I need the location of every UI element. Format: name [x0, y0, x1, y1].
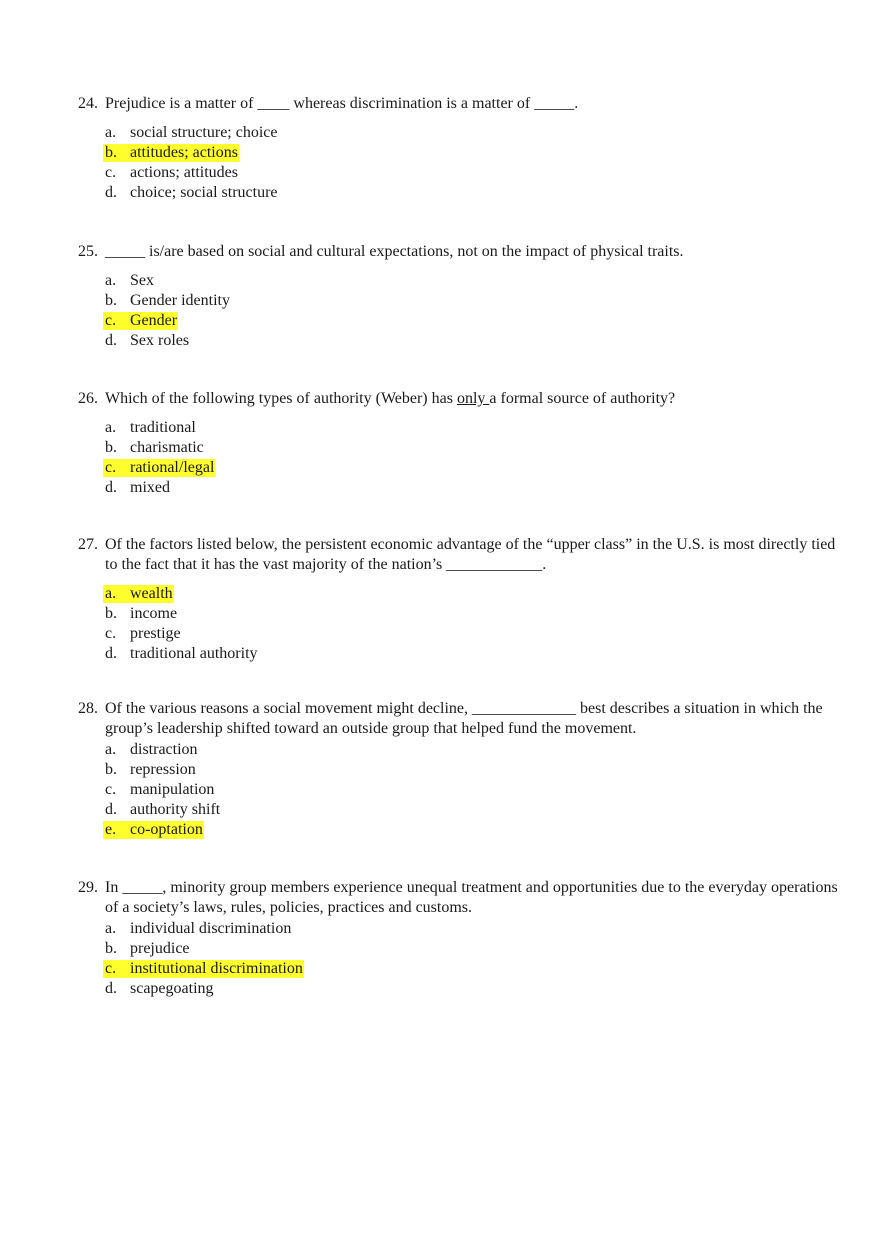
- option-letter: c.: [105, 312, 117, 329]
- answer-option: [78, 183, 838, 203]
- option-letter: a.: [105, 124, 117, 141]
- option-text: authority shift: [130, 801, 221, 818]
- option-text: mixed: [130, 479, 170, 496]
- answer-option: [78, 820, 838, 840]
- question-number: 24.: [78, 95, 98, 112]
- option-text: prestige: [130, 625, 181, 642]
- question-text: Of the factors listed below, the persistent economic advantage of the “upper class” in the U.S. is most directly tied to the fact that it has the vast majority of the nation’s ____________.: [105, 536, 836, 573]
- answer-option: [78, 624, 838, 644]
- highlighted-answer: [103, 960, 304, 978]
- answer-options: [78, 418, 838, 498]
- option-text: choice; social structure: [130, 184, 278, 201]
- answer-option: [78, 604, 838, 624]
- question-text: _____ is/are based on social and cultural expectations, not on the impact of physical traits.: [105, 243, 684, 260]
- highlighted-answer: [103, 144, 239, 162]
- answer-option: [78, 959, 838, 979]
- question-number: 25.: [78, 243, 98, 260]
- option-text: income: [130, 605, 178, 622]
- option-text: prejudice: [130, 940, 190, 957]
- option-text: attitudes; actions: [130, 144, 238, 161]
- answer-options: [78, 271, 838, 351]
- option-letter: b.: [105, 605, 117, 622]
- option-letter: d.: [105, 801, 117, 818]
- answer-option: [78, 740, 838, 760]
- answer-option: [78, 311, 838, 331]
- option-letter: d.: [105, 332, 117, 349]
- question-stem: [78, 535, 838, 575]
- question-25: [78, 242, 838, 351]
- option-letter: a.: [105, 920, 117, 937]
- question-28: [78, 699, 838, 840]
- option-letter: d.: [105, 479, 117, 496]
- question-24: [78, 94, 838, 203]
- question-text: Of the various reasons a social movement might decline, _____________ best describes a situation in which the group’s leadership shifted toward an outside group that helped fund the movement.: [105, 700, 823, 737]
- option-letter: c.: [105, 459, 117, 476]
- answer-option: [78, 331, 838, 351]
- option-text: repression: [130, 761, 196, 778]
- answer-options: [78, 740, 838, 840]
- highlighted-answer: [103, 585, 174, 603]
- question-number: 26.: [78, 390, 98, 407]
- question-27: [78, 535, 838, 664]
- question-26: [78, 389, 838, 498]
- answer-option: [78, 584, 838, 604]
- option-text: traditional authority: [130, 645, 258, 662]
- highlighted-answer: [103, 821, 204, 839]
- answer-option: [78, 143, 838, 163]
- option-letter: a.: [105, 585, 117, 602]
- highlighted-answer: [103, 312, 178, 330]
- question-number: 27.: [78, 536, 98, 553]
- option-text: institutional discrimination: [130, 960, 303, 977]
- highlighted-answer: [103, 459, 215, 477]
- question-stem: [78, 94, 838, 114]
- answer-option: [78, 438, 838, 458]
- question-stem: [78, 699, 838, 739]
- answer-option: [78, 271, 838, 291]
- answer-option: [78, 458, 838, 478]
- option-text: charismatic: [130, 439, 204, 456]
- option-letter: b.: [105, 761, 117, 778]
- answer-option: [78, 800, 838, 820]
- answer-option: [78, 418, 838, 438]
- answer-options: [78, 919, 838, 999]
- option-text: manipulation: [130, 781, 215, 798]
- option-letter: a.: [105, 741, 117, 758]
- option-letter: c.: [105, 625, 117, 642]
- answer-option: [78, 163, 838, 183]
- option-text: Sex: [130, 272, 154, 289]
- answer-option: [78, 919, 838, 939]
- question-number: 29.: [78, 879, 98, 896]
- option-text: individual discrimination: [130, 920, 292, 937]
- option-text: actions; attitudes: [130, 164, 238, 181]
- answer-options: [78, 123, 838, 203]
- option-letter: d.: [105, 645, 117, 662]
- question-stem: [78, 878, 838, 918]
- question-stem: [78, 389, 838, 409]
- option-letter: e.: [105, 821, 117, 838]
- question-29: [78, 878, 838, 999]
- option-letter: b.: [105, 144, 117, 161]
- question-text: In _____, minority group members experience unequal treatment and opportunities due to the everyday operations of a society’s laws, rules, policies, practices and customs.: [105, 879, 838, 916]
- option-text: traditional: [130, 419, 196, 436]
- option-text: social structure; choice: [130, 124, 278, 141]
- answer-option: [78, 291, 838, 311]
- question-number: 28.: [78, 700, 98, 717]
- option-letter: d.: [105, 184, 117, 201]
- option-letter: c.: [105, 781, 117, 798]
- option-text: Sex roles: [130, 332, 190, 349]
- answer-option: [78, 123, 838, 143]
- option-text: distraction: [130, 741, 198, 758]
- option-text: co-optation: [130, 821, 203, 838]
- question-text: Prejudice is a matter of ____ whereas discrimination is a matter of _____.: [105, 95, 579, 112]
- option-letter: c.: [105, 960, 117, 977]
- question-stem: [78, 242, 838, 262]
- option-letter: a.: [105, 272, 117, 289]
- underlined-word: only: [456, 390, 490, 407]
- option-letter: c.: [105, 164, 117, 181]
- option-text: Gender identity: [130, 292, 230, 309]
- option-letter: b.: [105, 940, 117, 957]
- option-letter: d.: [105, 980, 117, 997]
- answer-option: [78, 939, 838, 959]
- option-text: rational/legal: [130, 459, 215, 476]
- answer-option: [78, 478, 838, 498]
- option-text: scapegoating: [130, 980, 214, 997]
- question-text: Which of the following types of authority (Weber) has only a formal source of authority?: [105, 390, 676, 407]
- option-text: wealth: [130, 585, 173, 602]
- option-letter: b.: [105, 439, 117, 456]
- option-letter: b.: [105, 292, 117, 309]
- answer-option: [78, 644, 838, 664]
- answer-option: [78, 760, 838, 780]
- option-text: Gender: [130, 312, 178, 329]
- option-letter: a.: [105, 419, 117, 436]
- answer-option: [78, 979, 838, 999]
- answer-options: [78, 584, 838, 664]
- answer-option: [78, 780, 838, 800]
